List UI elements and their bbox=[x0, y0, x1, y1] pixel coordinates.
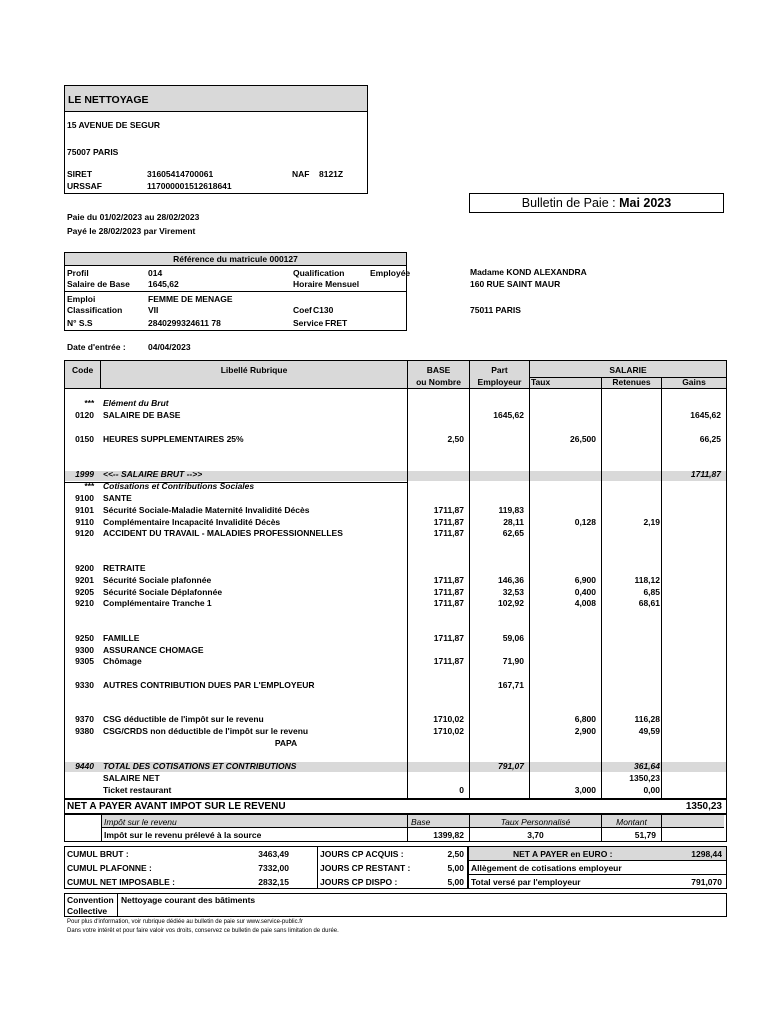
cell-gain: 66,25 bbox=[699, 434, 721, 444]
cell-base: 1711,87 bbox=[433, 517, 464, 527]
table-row bbox=[66, 517, 726, 528]
tax-header-taux: Taux Personnalisé bbox=[500, 817, 571, 827]
col-salarie: SALARIE bbox=[609, 365, 647, 375]
tax-row-label: Impôt sur le revenu prélevé à la source bbox=[104, 830, 262, 840]
cell-part: 1645,62 bbox=[493, 410, 524, 420]
ns-label: N° S.S bbox=[67, 318, 93, 328]
cell-lib: Ticket restaurant bbox=[103, 785, 172, 795]
cumul-plafonne-label: CUMUL PLAFONNE : bbox=[67, 863, 152, 873]
convention-box bbox=[64, 893, 727, 917]
convention-value: Nettoyage courant des bâtiments bbox=[121, 895, 256, 905]
cell-base: 0 bbox=[459, 785, 464, 795]
cell-base: 1711,87 bbox=[433, 633, 464, 643]
cell-part: 167,71 bbox=[498, 680, 524, 690]
cell-code: *** bbox=[84, 398, 94, 408]
cell-ret: 6,85 bbox=[643, 587, 660, 597]
footer-line2: Dans votre intérêt et pour faire valoir vos droits, conservez ce bulletin de paie sans limitation de durée. bbox=[67, 928, 339, 934]
classification-label: Classification bbox=[67, 305, 123, 315]
total-verse-value: 791,070 bbox=[691, 877, 722, 887]
profil-label: Profil bbox=[67, 268, 89, 278]
table-row bbox=[66, 726, 726, 737]
cp-restant-value: 5,00 bbox=[447, 863, 464, 873]
cell-code: 1999 bbox=[75, 469, 94, 479]
cell-lib: SANTE bbox=[103, 493, 132, 503]
pay-date: Payé le 28/02/2023 par Virement bbox=[67, 226, 196, 236]
cell-code: 9210 bbox=[75, 598, 94, 608]
table-row bbox=[66, 434, 726, 445]
profil-value: 014 bbox=[148, 268, 163, 278]
employee-ref-box bbox=[64, 252, 411, 331]
cell-part: 102,92 bbox=[498, 598, 524, 608]
col-code: Code bbox=[72, 365, 94, 375]
siret-value: 31605414700061 bbox=[147, 169, 214, 179]
cumul-box bbox=[64, 846, 318, 889]
cell-code: 9110 bbox=[75, 517, 94, 527]
table-row bbox=[66, 398, 726, 409]
tax-header-montant: Montant bbox=[616, 817, 647, 827]
cell-part: 119,83 bbox=[498, 505, 524, 515]
service-value: FRET bbox=[325, 318, 348, 328]
cell-code: 9305 bbox=[75, 656, 94, 666]
cell-base: 1710,02 bbox=[433, 726, 464, 736]
cumul-imposable-label: CUMUL NET IMPOSABLE : bbox=[67, 877, 175, 887]
cell-base: 1711,87 bbox=[433, 575, 464, 585]
emploi-label: Emploi bbox=[67, 294, 96, 304]
net-before-tax-label: NET A PAYER AVANT IMPOT SUR LE REVENU bbox=[67, 801, 286, 812]
payslip-title-month: Mai 2023 bbox=[619, 196, 672, 210]
matricule-header: Référence du matricule 000127 bbox=[173, 254, 298, 264]
cell-lib: Complémentaire Incapacité Invalidité Décès bbox=[103, 517, 281, 527]
cell-taux: 2,900 bbox=[574, 726, 596, 736]
siret-label: SIRET bbox=[67, 169, 93, 179]
table-row bbox=[66, 481, 726, 492]
table-row bbox=[66, 738, 726, 749]
table-row bbox=[66, 528, 726, 539]
payslip-title-box bbox=[469, 193, 724, 213]
cell-part: 59,06 bbox=[502, 633, 524, 643]
footer-line1: Pour plus d'information, voir rubrique dédiée au bulletin de paie sur www.service-public.fr bbox=[67, 919, 303, 925]
cell-code: 9201 bbox=[75, 575, 94, 585]
cumul-brut-value: 3463,49 bbox=[258, 849, 289, 859]
urssaf-label: URSSAF bbox=[67, 181, 102, 191]
cell-code: 9250 bbox=[75, 633, 94, 643]
cell-ret: 2,19 bbox=[643, 517, 660, 527]
net-euro-box bbox=[468, 846, 727, 889]
tax-header-base: Base bbox=[411, 817, 431, 827]
qualification-label: Qualification bbox=[293, 268, 345, 278]
payslip-title-label: Bulletin de Paie : bbox=[521, 196, 620, 210]
cell-code: *** bbox=[84, 481, 94, 491]
table-row bbox=[66, 714, 726, 725]
net-euro-label: NET A PAYER en EURO : bbox=[513, 849, 613, 859]
cell-lib: SALAIRE NET bbox=[103, 773, 160, 783]
net-before-tax-value: 1350,23 bbox=[685, 801, 722, 812]
table-row bbox=[66, 469, 726, 480]
cell-base: 2,50 bbox=[447, 434, 464, 444]
cell-part: 791,07 bbox=[498, 761, 524, 771]
payslip-title bbox=[470, 196, 723, 210]
cell-part: 71,90 bbox=[502, 656, 524, 666]
table-row bbox=[66, 761, 726, 772]
pay-period: Paie du 01/02/2023 au 28/02/2023 bbox=[67, 212, 200, 222]
cell-code: 0120 bbox=[75, 410, 94, 420]
company-box bbox=[64, 85, 368, 194]
cell-ret: 116,28 bbox=[634, 714, 660, 724]
cell-gain: 1711,87 bbox=[690, 469, 721, 479]
cell-lib: <<-- SALAIRE BRUT -->> bbox=[103, 469, 203, 479]
salaire-base-value: 1645,62 bbox=[148, 279, 179, 289]
naf-value: 8121Z bbox=[319, 169, 344, 179]
cell-lib: SALAIRE DE BASE bbox=[103, 410, 181, 420]
cell-code: 0150 bbox=[75, 434, 94, 444]
cell-base: 1711,87 bbox=[433, 598, 464, 608]
cumul-plafonne-value: 7332,00 bbox=[258, 863, 289, 873]
table-row bbox=[66, 680, 726, 691]
cell-taux: 0,128 bbox=[574, 517, 596, 527]
cell-lib: AUTRES CONTRIBUTION DUES PAR L'EMPLOYEUR bbox=[103, 680, 315, 690]
entry-date-value: 04/04/2023 bbox=[148, 342, 191, 352]
col-base-line1: BASE bbox=[426, 365, 451, 375]
cell-code: 9100 bbox=[75, 493, 94, 503]
cell-lib: RETRAITE bbox=[103, 563, 146, 573]
emploi-value: FEMME DE MENAGE bbox=[148, 294, 233, 304]
coef-label: Coef bbox=[293, 305, 312, 315]
cell-lib: TOTAL DES COTISATIONS ET CONTRIBUTIONS bbox=[103, 761, 297, 771]
cell-base: 1711,87 bbox=[433, 528, 464, 538]
recipient-name: Madame KOND ALEXANDRA bbox=[470, 267, 587, 277]
tax-header-label: Impôt sur le revenu bbox=[104, 817, 177, 827]
tax-box bbox=[64, 814, 727, 842]
cell-part: 62,65 bbox=[502, 528, 524, 538]
cell-ret: 49,59 bbox=[638, 726, 660, 736]
company-address1: 15 AVENUE DE SEGUR bbox=[67, 120, 161, 130]
cell-base: 1710,02 bbox=[433, 714, 464, 724]
cell-code: 9380 bbox=[75, 726, 94, 736]
company-name: LE NETTOYAGE bbox=[68, 94, 149, 106]
table-row bbox=[66, 587, 726, 598]
cell-taux: 3,000 bbox=[574, 785, 596, 795]
urssaf-value: 117000001512618641 bbox=[147, 181, 232, 191]
service-label: Service bbox=[293, 318, 324, 328]
table-row bbox=[66, 598, 726, 609]
tax-base: 1399,82 bbox=[433, 830, 464, 840]
col-retenues: Retenues bbox=[612, 377, 651, 387]
convention-label-1: Convention bbox=[67, 895, 114, 905]
cell-ret: 68,61 bbox=[638, 598, 660, 608]
net-before-tax-box bbox=[64, 799, 727, 814]
cell-taux: 6,800 bbox=[574, 714, 596, 724]
company-address2: 75007 PARIS bbox=[67, 147, 119, 157]
cell-code: 9200 bbox=[75, 563, 94, 573]
qualification-value: Employée bbox=[370, 268, 411, 278]
cp-box bbox=[317, 846, 468, 889]
cell-lib: Cotisations et Contributions Sociales bbox=[103, 481, 255, 491]
table-row bbox=[66, 656, 726, 667]
cell-lib: ACCIDENT DU TRAVAIL - MALADIES PROFESSIONNELLES bbox=[103, 528, 343, 538]
cell-lib: Complémentaire Tranche 1 bbox=[103, 598, 212, 608]
net-euro-value: 1298,44 bbox=[691, 849, 722, 859]
cell-ret: 118,12 bbox=[634, 575, 660, 585]
table-row bbox=[66, 563, 726, 574]
table-row bbox=[66, 575, 726, 586]
cell-code: 9205 bbox=[75, 587, 94, 597]
cell-lib: Elément du Brut bbox=[103, 398, 169, 408]
table-row bbox=[66, 410, 726, 421]
col-libelle: Libellé Rubrique bbox=[220, 365, 288, 375]
cell-lib: Chômage bbox=[103, 656, 142, 666]
cell-base: 1711,87 bbox=[433, 505, 464, 515]
cp-dispo-value: 5,00 bbox=[447, 877, 464, 887]
cell-code: 9330 bbox=[75, 680, 94, 690]
convention-label-2: Collective bbox=[67, 906, 108, 916]
recipient-city: 75011 PARIS bbox=[470, 305, 521, 315]
col-part-line2: Employeur bbox=[477, 377, 522, 387]
cell-ret: 1350,23 bbox=[629, 773, 660, 783]
tax-taux: 3,70 bbox=[527, 830, 544, 840]
col-part-line1: Part bbox=[491, 365, 508, 375]
horaire-label: Horaire Mensuel bbox=[293, 279, 360, 289]
cell-part: 28,11 bbox=[503, 517, 524, 527]
cell-lib: CSG/CRDS non déductible de l'impôt sur le revenu bbox=[103, 726, 309, 736]
ns-value: 2840299324611 78 bbox=[148, 318, 221, 328]
cell-gain: 1645,62 bbox=[690, 410, 721, 420]
total-verse-label: Total versé par l'employeur bbox=[471, 877, 581, 887]
cell-lib: Sécurité Sociale Déplafonnée bbox=[103, 587, 223, 597]
table-row bbox=[66, 493, 726, 504]
cell-taux: 26,500 bbox=[570, 434, 596, 444]
allegement-label: Allègement de cotisations employeur bbox=[471, 863, 622, 873]
cp-dispo-label: JOURS CP DISPO : bbox=[320, 877, 398, 887]
naf-label: NAF bbox=[292, 169, 310, 179]
cumul-brut-label: CUMUL BRUT : bbox=[67, 849, 129, 859]
tax-montant: 51,79 bbox=[634, 830, 656, 840]
cell-lib: FAMILLE bbox=[103, 633, 140, 643]
cell-ret: 0,00 bbox=[643, 785, 660, 795]
coef-value: C130 bbox=[313, 305, 334, 315]
cell-lib: ASSURANCE CHOMAGE bbox=[103, 645, 204, 655]
cell-taux: 0,400 bbox=[574, 587, 596, 597]
cp-restant-label: JOURS CP RESTANT : bbox=[320, 863, 411, 873]
cell-part: 146,36 bbox=[498, 575, 524, 585]
cell-lib: Sécurité Sociale-Maladie Maternité Invalidité Décès bbox=[103, 505, 310, 515]
col-taux: Taux bbox=[531, 377, 551, 387]
entry-date-label: Date d'entrée : bbox=[67, 342, 126, 352]
cell-base: 1711,87 bbox=[433, 587, 464, 597]
cell-code: 9440 bbox=[75, 761, 94, 771]
cell-lib: HEURES SUPPLEMENTAIRES 25% bbox=[103, 434, 244, 444]
cell-lib: Sécurité Sociale plafonnée bbox=[103, 575, 212, 585]
cumul-imposable-value: 2832,15 bbox=[258, 877, 289, 887]
recipient-street: 160 RUE SAINT MAUR bbox=[470, 279, 561, 289]
table-row bbox=[66, 785, 726, 796]
cell-code: 9300 bbox=[75, 645, 94, 655]
classification-value: VII bbox=[148, 305, 159, 315]
cell-code: 9120 bbox=[75, 528, 94, 538]
table-row bbox=[66, 645, 726, 656]
cell-taux: 4,008 bbox=[574, 598, 596, 608]
cp-acquis-label: JOURS CP ACQUIS : bbox=[320, 849, 404, 859]
cp-acquis-value: 2,50 bbox=[447, 849, 464, 859]
salaire-base-label: Salaire de Base bbox=[67, 279, 130, 289]
table-row bbox=[66, 773, 726, 784]
col-base-line2: ou Nombre bbox=[416, 377, 461, 387]
cell-lib: PAPA bbox=[274, 738, 298, 748]
col-gains: Gains bbox=[682, 377, 706, 387]
cell-taux: 6,900 bbox=[574, 575, 596, 585]
table-row bbox=[66, 505, 726, 516]
cell-code: 9101 bbox=[75, 505, 94, 515]
cell-lib: CSG déductible de l'impôt sur le revenu bbox=[103, 714, 264, 724]
cell-base: 1711,87 bbox=[433, 656, 464, 666]
cell-code: 9370 bbox=[75, 714, 94, 724]
cell-part: 32,53 bbox=[502, 587, 524, 597]
cell-ret: 361,64 bbox=[634, 761, 660, 771]
table-row bbox=[66, 633, 726, 644]
